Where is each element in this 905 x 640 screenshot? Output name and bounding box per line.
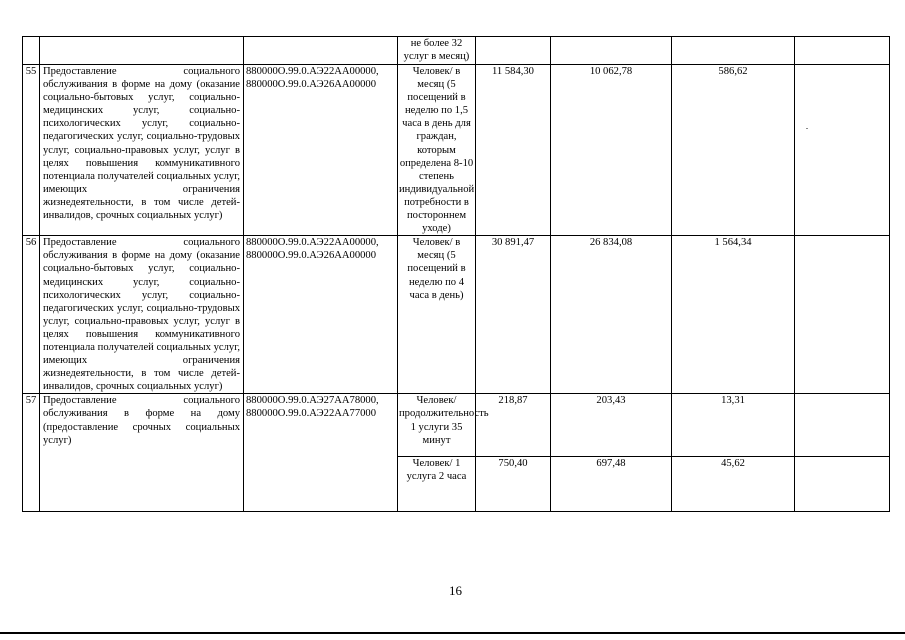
value-cell-1: [476, 37, 551, 65]
unit-cell: Человек/ в месяц (5 посещений в неделю по 4 часа в день): [398, 236, 476, 394]
value-cell-4: [795, 37, 890, 65]
value-cell-3: 1 564,34: [672, 236, 795, 394]
value-cell-3: 586,62: [672, 65, 795, 236]
service-name-cell: Предоставление социального обслуживания в форме на дому (оказание социально-бытовых услуг, социально-медицинских услуг, социально-психологических услуг, социально-педагогических услуг, социально-трудовых услуг, социально-правовых услуг, услуг в целях повышения коммуникативного потенциала получателей социальных услуг, имеющих ограничения жизнедеятельности, в том числе детей-инвалидов, срочных социальных услуг): [40, 65, 244, 236]
value-cell-4: [795, 457, 890, 512]
table-row-continuation: [23, 37, 890, 65]
value-cell-1: 750,40: [476, 457, 551, 512]
tariff-table: [22, 36, 890, 512]
service-code-cell: 880000О.99.0.АЭ22АА00000, 880000О.99.0.АЭ26АА00000: [244, 65, 398, 236]
value-cell-2: 697,48: [551, 457, 672, 512]
table-row-56: [23, 236, 890, 394]
unit-cell: Человек/ в месяц (5 посещений в неделю по 1,5 часа в день для граждан, которым определена 8-10 степень индивидуальной потребности в постороннем уходе): [399, 66, 475, 235]
row-number-cell: 55: [23, 65, 40, 236]
page-number: 16: [449, 583, 462, 598]
service-name-cell: Предоставление социального обслуживания в форме на дому (предоставление срочных социальных услуг): [40, 394, 244, 512]
value-cell-3: 13,31: [672, 394, 795, 457]
service-code-cell: [244, 37, 398, 65]
value-cell-2: 10 062,78: [551, 65, 672, 236]
value-cell-4: [795, 394, 890, 457]
table-row-55: [23, 65, 890, 236]
scan-edge-line: [0, 632, 905, 634]
value-cell-3: 45,62: [672, 457, 795, 512]
value-cell-1: 30 891,47: [476, 236, 551, 394]
row-number-cell: [23, 37, 40, 65]
unit-cell: не более 32 услуг в месяц): [398, 37, 476, 65]
value-cell-4: [795, 236, 890, 394]
value-cell-2: 26 834,08: [551, 236, 672, 394]
table-row-57: [23, 394, 890, 457]
row-number-cell: 56: [23, 236, 40, 394]
service-code-cell: 880000О.99.0.АЭ22АА00000, 880000О.99.0.АЭ26АА00000: [244, 236, 398, 394]
value-cell-4: [795, 65, 890, 236]
service-name-cell: [40, 37, 244, 65]
value-cell-3: [672, 37, 795, 65]
unit-cell: Человек/ 1 услуга 2 часа: [398, 457, 476, 512]
value-cell-1: 11 584,30: [476, 65, 551, 236]
value-cell-2: 203,43: [551, 394, 672, 457]
service-name-cell: Предоставление социального обслуживания в форме на дому (оказание социально-бытовых услуг, социально-медицинских услуг, социально-психологических услуг, социально-педагогических услуг, социально-трудовых услуг, социально-правовых услуг, услуг в целях повышения коммуникативного потенциала получателей социальных услуг, имеющих ограничения жизнедеятельности, в том числе детей-инвалидов, срочных социальных услуг): [40, 236, 244, 394]
scan-speck: [806, 128, 808, 129]
service-code-cell: 880000О.99.0.АЭ27АА78000, 880000О.99.0.АЭ22АА77000: [244, 394, 398, 512]
value-cell-1: 218,87: [476, 394, 551, 457]
value-cell-2: [551, 37, 672, 65]
row-number-cell: 57: [23, 394, 40, 512]
unit-cell: Человек/ продолжительность 1 услуги 35 минут: [398, 394, 476, 457]
